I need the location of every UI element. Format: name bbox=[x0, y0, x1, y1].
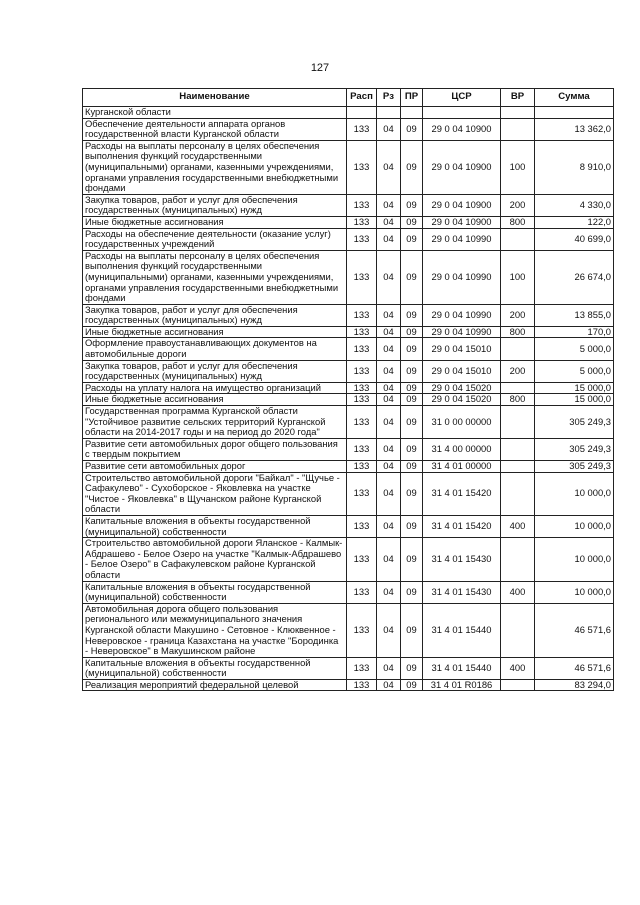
cell-rz: 04 bbox=[377, 228, 401, 250]
cell-rz: 04 bbox=[377, 338, 401, 360]
cell-vr bbox=[501, 461, 535, 473]
cell-pr: 09 bbox=[401, 394, 423, 406]
cell-rasp: 133 bbox=[347, 472, 377, 515]
cell-vr: 800 bbox=[501, 394, 535, 406]
cell-rz: 04 bbox=[377, 394, 401, 406]
table-row bbox=[83, 679, 614, 691]
cell-pr: 09 bbox=[401, 194, 423, 216]
table-row bbox=[83, 140, 614, 194]
cell-csr: 29 0 04 10990 bbox=[423, 326, 501, 338]
cell-name: Расходы на выплаты персоналу в целях обеспечения выполнения функций государственными (муниципальными) органами, казенными учреждениями, органами управления государственными внебюджетными фондами bbox=[83, 140, 347, 194]
cell-rasp: 133 bbox=[347, 304, 377, 326]
column-header-name: Наименование bbox=[83, 89, 347, 107]
table-row bbox=[83, 194, 614, 216]
cell-rasp: 133 bbox=[347, 538, 377, 581]
cell-rz: 04 bbox=[377, 326, 401, 338]
budget-table bbox=[82, 88, 614, 691]
cell-rasp: 133 bbox=[347, 140, 377, 194]
cell-sum: 305 249,3 bbox=[535, 406, 614, 439]
cell-vr: 200 bbox=[501, 304, 535, 326]
cell-name: Капитальные вложения в объекты государственной (муниципальной) собственности bbox=[83, 657, 347, 679]
cell-name: Строительство автомобильной дороги Яланское - Калмык-Абдрашево - Белое Озеро на участке "Калмык-Абдрашево - Белое Озеро" в Сафакулевском районе Курганской области bbox=[83, 538, 347, 581]
cell-name: Иные бюджетные ассигнования bbox=[83, 216, 347, 228]
cell-vr bbox=[501, 603, 535, 657]
cell-rz: 04 bbox=[377, 581, 401, 603]
cell-vr bbox=[501, 406, 535, 439]
cell-name: Развитие сети автомобильных дорог общего пользования с твердым покрытием bbox=[83, 438, 347, 460]
cell-pr: 09 bbox=[401, 603, 423, 657]
cell-vr: 400 bbox=[501, 581, 535, 603]
cell-name: Закупка товаров, работ и услуг для обеспечения государственных (муниципальных) нужд bbox=[83, 194, 347, 216]
cell-rasp: 133 bbox=[347, 406, 377, 439]
cell-rz: 04 bbox=[377, 461, 401, 473]
cell-csr: 29 0 04 10990 bbox=[423, 250, 501, 304]
cell-name: Закупка товаров, работ и услуг для обеспечения государственных (муниципальных) нужд bbox=[83, 360, 347, 382]
cell-sum: 15 000,0 bbox=[535, 394, 614, 406]
cell-pr: 09 bbox=[401, 118, 423, 140]
cell-csr: 29 0 04 10900 bbox=[423, 194, 501, 216]
cell-rasp: 133 bbox=[347, 657, 377, 679]
cell-csr: 29 0 04 10990 bbox=[423, 228, 501, 250]
column-header-sum: Сумма bbox=[535, 89, 614, 107]
cell-csr: 29 0 04 15010 bbox=[423, 360, 501, 382]
table-row bbox=[83, 394, 614, 406]
column-header-csr: ЦСР bbox=[423, 89, 501, 107]
cell-csr: 31 4 00 00000 bbox=[423, 438, 501, 460]
cell-vr: 200 bbox=[501, 360, 535, 382]
cell-pr: 09 bbox=[401, 360, 423, 382]
cell-sum: 305 249,3 bbox=[535, 461, 614, 473]
cell-vr: 400 bbox=[501, 657, 535, 679]
cell-rz: 04 bbox=[377, 194, 401, 216]
cell-sum bbox=[535, 107, 614, 119]
cell-pr bbox=[401, 107, 423, 119]
cell-rasp: 133 bbox=[347, 394, 377, 406]
table-row bbox=[83, 107, 614, 119]
table-row bbox=[83, 406, 614, 439]
column-header-vr: ВР bbox=[501, 89, 535, 107]
cell-rasp: 133 bbox=[347, 338, 377, 360]
table-row bbox=[83, 603, 614, 657]
table-row bbox=[83, 228, 614, 250]
cell-rasp: 133 bbox=[347, 382, 377, 394]
cell-vr bbox=[501, 382, 535, 394]
cell-rasp: 133 bbox=[347, 603, 377, 657]
cell-rasp: 133 bbox=[347, 581, 377, 603]
cell-sum: 170,0 bbox=[535, 326, 614, 338]
cell-vr bbox=[501, 228, 535, 250]
table-row bbox=[83, 657, 614, 679]
cell-csr: 31 0 00 00000 bbox=[423, 406, 501, 439]
cell-sum: 4 330,0 bbox=[535, 194, 614, 216]
cell-name: Развитие сети автомобильных дорог bbox=[83, 461, 347, 473]
cell-csr: 31 4 01 15430 bbox=[423, 581, 501, 603]
cell-vr: 800 bbox=[501, 326, 535, 338]
cell-vr bbox=[501, 472, 535, 515]
cell-sum: 10 000,0 bbox=[535, 538, 614, 581]
table-header-row bbox=[83, 89, 614, 107]
cell-vr: 100 bbox=[501, 250, 535, 304]
table-row bbox=[83, 472, 614, 515]
cell-rz: 04 bbox=[377, 538, 401, 581]
cell-rz: 04 bbox=[377, 515, 401, 537]
cell-pr: 09 bbox=[401, 326, 423, 338]
cell-name: Государственная программа Курганской области "Устойчивое развитие сельских территорий Курганской области на 2014-2017 годы и на период до 2020 года" bbox=[83, 406, 347, 439]
cell-sum: 40 699,0 bbox=[535, 228, 614, 250]
cell-name: Расходы на уплату налога на имущество организаций bbox=[83, 382, 347, 394]
cell-pr: 09 bbox=[401, 515, 423, 537]
cell-vr: 400 bbox=[501, 515, 535, 537]
cell-sum: 13 362,0 bbox=[535, 118, 614, 140]
cell-pr: 09 bbox=[401, 679, 423, 691]
cell-rasp: 133 bbox=[347, 461, 377, 473]
cell-csr: 29 0 04 10900 bbox=[423, 216, 501, 228]
page-number: 127 bbox=[310, 62, 330, 74]
table-row bbox=[83, 326, 614, 338]
cell-sum: 83 294,0 bbox=[535, 679, 614, 691]
cell-sum: 46 571,6 bbox=[535, 603, 614, 657]
cell-sum: 8 910,0 bbox=[535, 140, 614, 194]
cell-pr: 09 bbox=[401, 581, 423, 603]
cell-name: Автомобильная дорога общего пользования регионального или межмуниципального значения Курганской области Макушино - Сетовное - Клюквенное - Неверовское - граница Казахстана на участке "Бородинка - Неверовское" в Макушинском районе bbox=[83, 603, 347, 657]
cell-vr bbox=[501, 338, 535, 360]
cell-vr bbox=[501, 538, 535, 581]
cell-rz: 04 bbox=[377, 216, 401, 228]
cell-sum: 15 000,0 bbox=[535, 382, 614, 394]
table-row bbox=[83, 250, 614, 304]
cell-name: Курганской области bbox=[83, 107, 347, 119]
cell-rasp: 133 bbox=[347, 250, 377, 304]
cell-vr bbox=[501, 679, 535, 691]
cell-sum: 26 674,0 bbox=[535, 250, 614, 304]
cell-pr: 09 bbox=[401, 438, 423, 460]
cell-rz: 04 bbox=[377, 657, 401, 679]
cell-rz: 04 bbox=[377, 406, 401, 439]
cell-pr: 09 bbox=[401, 338, 423, 360]
cell-name: Закупка товаров, работ и услуг для обеспечения государственных (муниципальных) нужд bbox=[83, 304, 347, 326]
cell-rasp: 133 bbox=[347, 438, 377, 460]
cell-sum: 10 000,0 bbox=[535, 515, 614, 537]
cell-rasp bbox=[347, 107, 377, 119]
cell-name: Иные бюджетные ассигнования bbox=[83, 326, 347, 338]
cell-rz: 04 bbox=[377, 382, 401, 394]
table-row bbox=[83, 515, 614, 537]
cell-pr: 09 bbox=[401, 216, 423, 228]
cell-csr: 31 4 01 15440 bbox=[423, 657, 501, 679]
cell-pr: 09 bbox=[401, 472, 423, 515]
cell-pr: 09 bbox=[401, 250, 423, 304]
cell-name: Оформление правоустанавливающих документов на автомобильные дороги bbox=[83, 338, 347, 360]
table-row bbox=[83, 304, 614, 326]
cell-rz: 04 bbox=[377, 250, 401, 304]
cell-name: Расходы на выплаты персоналу в целях обеспечения выполнения функций государственными (муниципальными) органами, казенными учреждениями, органами управления государственными внебюджетными фондами bbox=[83, 250, 347, 304]
cell-sum: 13 855,0 bbox=[535, 304, 614, 326]
cell-rz: 04 bbox=[377, 140, 401, 194]
cell-name: Иные бюджетные ассигнования bbox=[83, 394, 347, 406]
table-row bbox=[83, 360, 614, 382]
cell-rasp: 133 bbox=[347, 194, 377, 216]
cell-sum: 5 000,0 bbox=[535, 338, 614, 360]
cell-pr: 09 bbox=[401, 406, 423, 439]
cell-vr bbox=[501, 438, 535, 460]
table-row bbox=[83, 581, 614, 603]
cell-sum: 46 571,6 bbox=[535, 657, 614, 679]
cell-csr: 29 0 04 10990 bbox=[423, 304, 501, 326]
cell-rz: 04 bbox=[377, 438, 401, 460]
cell-rasp: 133 bbox=[347, 216, 377, 228]
cell-sum: 10 000,0 bbox=[535, 581, 614, 603]
cell-pr: 09 bbox=[401, 657, 423, 679]
cell-rasp: 133 bbox=[347, 515, 377, 537]
cell-name: Строительство автомобильной дороги "Байкал" - "Щучье - Сафакулево" - Сухоборское - Яковлевка на участке "Чистое - Яковлевка" в Щучанском районе Курганской области bbox=[83, 472, 347, 515]
cell-pr: 09 bbox=[401, 228, 423, 250]
cell-csr: 29 0 04 10900 bbox=[423, 140, 501, 194]
cell-csr: 29 0 04 15020 bbox=[423, 394, 501, 406]
cell-name: Реализация мероприятий федеральной целевой bbox=[83, 679, 347, 691]
column-header-pr: ПР bbox=[401, 89, 423, 107]
table-row bbox=[83, 461, 614, 473]
cell-pr: 09 bbox=[401, 382, 423, 394]
cell-csr: 29 0 04 10900 bbox=[423, 118, 501, 140]
cell-sum: 5 000,0 bbox=[535, 360, 614, 382]
table-row bbox=[83, 382, 614, 394]
cell-sum: 10 000,0 bbox=[535, 472, 614, 515]
cell-rz: 04 bbox=[377, 304, 401, 326]
cell-rz: 04 bbox=[377, 118, 401, 140]
cell-rasp: 133 bbox=[347, 326, 377, 338]
table-row bbox=[83, 538, 614, 581]
cell-csr: 29 0 04 15020 bbox=[423, 382, 501, 394]
cell-vr: 800 bbox=[501, 216, 535, 228]
cell-rasp: 133 bbox=[347, 360, 377, 382]
cell-csr: 31 4 01 15430 bbox=[423, 538, 501, 581]
table-row bbox=[83, 216, 614, 228]
cell-name: Капитальные вложения в объекты государственной (муниципальной) собственности bbox=[83, 581, 347, 603]
cell-csr: 31 4 01 15420 bbox=[423, 472, 501, 515]
cell-vr bbox=[501, 107, 535, 119]
cell-rz: 04 bbox=[377, 603, 401, 657]
cell-rasp: 133 bbox=[347, 228, 377, 250]
cell-pr: 09 bbox=[401, 140, 423, 194]
table-row bbox=[83, 118, 614, 140]
cell-rz: 04 bbox=[377, 360, 401, 382]
cell-pr: 09 bbox=[401, 461, 423, 473]
cell-rasp: 133 bbox=[347, 118, 377, 140]
cell-sum: 122,0 bbox=[535, 216, 614, 228]
table-row bbox=[83, 338, 614, 360]
cell-pr: 09 bbox=[401, 304, 423, 326]
cell-csr: 31 4 01 15440 bbox=[423, 603, 501, 657]
cell-csr: 31 4 01 R0186 bbox=[423, 679, 501, 691]
cell-csr: 29 0 04 15010 bbox=[423, 338, 501, 360]
column-header-rz: Рз bbox=[377, 89, 401, 107]
table-row bbox=[83, 438, 614, 460]
cell-rasp: 133 bbox=[347, 679, 377, 691]
cell-csr: 31 4 01 00000 bbox=[423, 461, 501, 473]
cell-vr: 100 bbox=[501, 140, 535, 194]
cell-name: Обеспечение деятельности аппарата органов государственной власти Курганской области bbox=[83, 118, 347, 140]
cell-vr: 200 bbox=[501, 194, 535, 216]
cell-rz: 04 bbox=[377, 472, 401, 515]
cell-csr: 31 4 01 15420 bbox=[423, 515, 501, 537]
cell-rz: 04 bbox=[377, 679, 401, 691]
cell-name: Расходы на обеспечение деятельности (оказание услуг) государственных учреждений bbox=[83, 228, 347, 250]
cell-pr: 09 bbox=[401, 538, 423, 581]
cell-csr bbox=[423, 107, 501, 119]
cell-vr bbox=[501, 118, 535, 140]
cell-sum: 305 249,3 bbox=[535, 438, 614, 460]
cell-rz bbox=[377, 107, 401, 119]
cell-name: Капитальные вложения в объекты государственной (муниципальной) собственности bbox=[83, 515, 347, 537]
column-header-rasp: Расп bbox=[347, 89, 377, 107]
